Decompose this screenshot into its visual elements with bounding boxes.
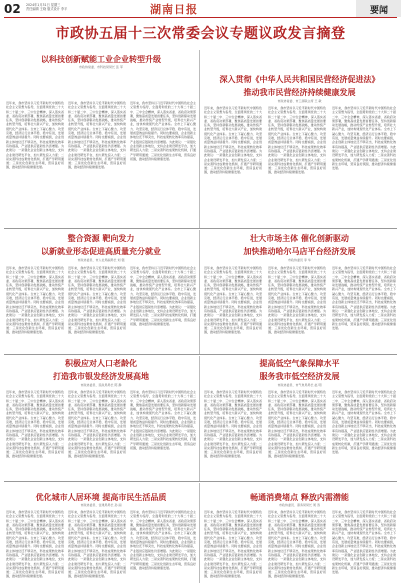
article-body: 近年来，我市坚持以习近平新时代中国特色社会主义思想为指导，全面贯彻党的二十大和二十届二中、三中全会精神，深入落实省委、省政府决策部署，聚焦高质量发展首要任务，坚持创新驱动发展战略，推动传统产业转型升级，培育壮大新兴产业，加快构建现代化产业体系。全市上下凝心聚力、攻坚克难，经济运行总体平稳、稳中有进，发展质量效益持续提升。同时也要看到，企业创新主体地位还不够突出，科技成果转化效率有待提高，产业链供应链韧性仍需增强。为此建议：一是强化企业创新主体地位，支持企业建设研发平台，加大研发投入力度；二是完善科技成果转化机制，打通产学研用通道；三是优化创新生态环境，营造良好氛围，推动经济持续健康发展。 [204,510,262,579]
header-rule [4,17,397,18]
article-body: 近年来，我市坚持以习近平新时代中国特色社会主义思想为指导，全面贯彻党的二十大和二十届二中、三中全会精神，深入落实省委、省政府决策部署，聚焦高质量发展首要任务，坚持创新驱动发展战略，推动传统产业转型升级，培育壮大新兴产业，加快构建现代化产业体系。全市上下凝心聚力、攻坚克难，经济运行总体平稳、稳中有进，发展质量效益持续提升。同时也要看到，企业创新主体地位还不够突出，科技成果转化效率有待提高，产业链供应链韧性仍需增强。为此建议：一是强化企业创新主体地位，支持企业建设研发平台，加大研发投入力度；二是完善科技成果转化机制，打通产学研用通道；三是优化创新生态环境，营造良好氛围，推动经济持续健康发展。 [68,510,126,579]
page-number: 02 [4,2,21,16]
article-body: 近年来，我市坚持以习近平新时代中国特色社会主义思想为指导，全面贯彻党的二十大和二十届二中、三中全会精神，深入落实省委、省政府决策部署，聚焦高质量发展首要任务，坚持创新驱动发展战略，推动传统产业转型升级，培育壮大新兴产业，加快构建现代化产业体系。全市上下凝心聚力、攻坚克难，经济运行总体平稳、稳中有进，发展质量效益持续提升。同时也要看到，企业创新主体地位还不够突出，科技成果转化效率有待提高，产业链供应链韧性仍需增强。为此建议：一是强化企业创新主体地位，支持企业建设研发平台，加大研发投入力度；二是完善科技成果转化机制，打通产学研用通道；三是优化创新生态环境，营造良好氛围，推动经济持续健康发展。 [268,510,326,579]
article-byline: 市政协委员、市人社局副局长 刘 强 [77,258,125,262]
article-body: 近年来，我市坚持以习近平新时代中国特色社会主义思想为指导，全面贯彻党的二十大和二十届二中、三中全会精神，深入落实省委、省政府决策部署，聚焦高质量发展首要任务，坚持创新驱动发展战略，推动传统产业转型升级，培育壮大新兴产业，加快构建现代化产业体系。全市上下凝心聚力、攻坚克难，经济运行总体平稳、稳中有进，发展质量效益持续提升。同时也要看到，企业创新主体地位还不够突出，科技成果转化效率有待提高，产业链供应链韧性仍需增强。为此建议：一是强化企业创新主体地位，支持企业建设研发平台，加大研发投入力度；二是完善科技成果转化机制，打通产学研用通道；三是优化创新生态环境，营造良好氛围，推动经济持续健康发展。 [6,510,64,579]
article-body: 近年来，我市坚持以习近平新时代中国特色社会主义思想为指导，全面贯彻党的二十大和二十届二中、三中全会精神，深入落实省委、省政府决策部署，聚焦高质量发展首要任务，坚持创新驱动发展战略，推动传统产业转型升级，培育壮大新兴产业，加快构建现代化产业体系。全市上下凝心聚力、攻坚克难，经济运行总体平稳、稳中有进，发展质量效益持续提升。同时也要看到，企业创新主体地位还不够突出，科技成果转化效率有待提高，产业链供应链韧性仍需增强。为此建议：一是强化企业创新主体地位，支持企业建设研发平台，加大研发投入力度；二是完善科技成果转化机制，打通产学研用通道；三是优化创新生态环境，营造良好氛围，推动经济持续健康发展。 [68,101,126,170]
page-meta [26,3,96,11]
article-byline: 市政协委员、住建局局长 孙 丽 [80,503,122,507]
article-body: 近年来，我市坚持以习近平新时代中国特色社会主义思想为指导，全面贯彻党的二十大和二十届二中、三中全会精神，深入落实省委、省政府决策部署，聚焦高质量发展首要任务，坚持创新驱动发展战略，推动传统产业转型升级，培育壮大新兴产业，加快构建现代化产业体系。全市上下凝心聚力、攻坚克难，经济运行总体平稳、稳中有进，发展质量效益持续提升。同时也要看到，企业创新主体地位还不够突出，科技成果转化效率有待提高，产业链供应链韧性仍需增强。为此建议：一是强化企业创新主体地位，支持企业建设研发平台，加大研发投入力度；二是完善科技成果转化机制，打通产学研用通道；三是优化创新生态环境，营造良好氛围，推动经济持续健康发展。 [204,106,262,175]
article-title: 深入贯彻《中华人民共和国民营经济促进法》 [219,74,380,84]
section-divider [4,481,397,482]
article-body: 近年来，我市坚持以习近平新时代中国特色社会主义思想为指导，全面贯彻党的二十大和二十届二中、三中全会精神，深入落实省委、省政府决策部署，聚焦高质量发展首要任务，坚持创新驱动发展战略，推动传统产业转型升级，培育壮大新兴产业，加快构建现代化产业体系。全市上下凝心聚力、攻坚克难，经济运行总体平稳、稳中有进，发展质量效益持续提升。同时也要看到，企业创新主体地位还不够突出，科技成果转化效率有待提高，产业链供应链韧性仍需增强。为此建议：一是强化企业创新主体地位，支持企业建设研发平台，加大研发投入力度；二是完善科技成果转化机制，打通产学研用通道；三是优化创新生态环境，营造良好氛围，推动经济持续健康发展。 [6,390,64,459]
article-body: 近年来，我市坚持以习近平新时代中国特色社会主义思想为指导，全面贯彻党的二十大和二十届二中、三中全会精神，深入落实省委、省政府决策部署，聚焦高质量发展首要任务，坚持创新驱动发展战略，推动传统产业转型升级，培育壮大新兴产业，加快构建现代化产业体系。全市上下凝心聚力、攻坚克难，经济运行总体平稳、稳中有进，发展质量效益持续提升。同时也要看到，企业创新主体地位还不够突出，科技成果转化效率有待提高，产业链供应链韧性仍需增强。为此建议：一是强化企业创新主体地位，支持企业建设研发平台，加大研发投入力度；二是完善科技成果转化机制，打通产学研用通道；三是优化创新生态环境，营造良好氛围，推动经济持续健康发展。 [268,390,326,459]
article-body: 近年来，我市坚持以习近平新时代中国特色社会主义思想为指导，全面贯彻党的二十大和二十届二中、三中全会精神，深入落实省委、省政府决策部署，聚焦高质量发展首要任务，坚持创新驱动发展战略，推动传统产业转型升级，培育壮大新兴产业，加快构建现代化产业体系。全市上下凝心聚力、攻坚克难，经济运行总体平稳、稳中有进，发展质量效益持续提升。同时也要看到，企业创新主体地位还不够突出，科技成果转化效率有待提高，产业链供应链韧性仍需增强。为此建议：一是强化企业创新主体地位，支持企业建设研发平台，加大研发投入力度；二是完善科技成果转化机制，打通产学研用通道；三是优化创新生态环境，营造良好氛围，推动经济持续健康发展。 [332,106,396,171]
article-title: 服务我市低空经济发展 [259,371,340,381]
article-body: 近年来，我市坚持以习近平新时代中国特色社会主义思想为指导，全面贯彻党的二十大和二十届二中、三中全会精神，深入落实省委、省政府决策部署，聚焦高质量发展首要任务，坚持创新驱动发展战略，推动传统产业转型升级，培育壮大新兴产业，加快构建现代化产业体系。全市上下凝心聚力、攻坚克难，经济运行总体平稳、稳中有进，发展质量效益持续提升。同时也要看到，企业创新主体地位还不够突出，科技成果转化效率有待提高，产业链供应链韧性仍需增强。为此建议：一是强化企业创新主体地位，支持企业建设研发平台，加大研发投入力度；二是完善科技成果转化机制，打通产学研用通道；三是优化创新生态环境，营造良好氛围，推动经济持续健康发展。 [68,390,126,459]
article-body: 近年来，我市坚持以习近平新时代中国特色社会主义思想为指导，全面贯彻党的二十大和二十届二中、三中全会精神，深入落实省委、省政府决策部署，聚焦高质量发展首要任务，坚持创新驱动发展战略，推动传统产业转型升级，培育壮大新兴产业，加快构建现代化产业体系。全市上下凝心聚力、攻坚克难，经济运行总体平稳、稳中有进，发展质量效益持续提升。同时也要看到，企业创新主体地位还不够突出，科技成果转化效率有待提高，产业链供应链韧性仍需增强。为此建议：一是强化企业创新主体地位，支持企业建设研发平台，加大研发投入力度；二是完善科技成果转化机制，打通产学研用通道；三是优化创新生态环境，营造良好氛围，推动经济持续健康发展。 [68,266,126,335]
article-body: 近年来，我市坚持以习近平新时代中国特色社会主义思想为指导，全面贯彻党的二十大和二十届二中、三中全会精神，深入落实省委、省政府决策部署，聚焦高质量发展首要任务，坚持创新驱动发展战略，推动传统产业转型升级，培育壮大新兴产业，加快构建现代化产业体系。全市上下凝心聚力、攻坚克难，经济运行总体平稳、稳中有进，发展质量效益持续提升。同时也要看到，企业创新主体地位还不够突出，科技成果转化效率有待提高，产业链供应链韧性仍需增强。为此建议：一是强化企业创新主体地位，支持企业建设研发平台，加大研发投入力度；二是完善科技成果转化机制，打通产学研用通道；三是优化创新生态环境，营造良好氛围，推动经济持续健康发展。 [130,510,196,570]
article-body: 近年来，我市坚持以习近平新时代中国特色社会主义思想为指导，全面贯彻党的二十大和二十届二中、三中全会精神，深入落实省委、省政府决策部署，聚焦高质量发展首要任务，坚持创新驱动发展战略，推动传统产业转型升级，培育壮大新兴产业，加快构建现代化产业体系。全市上下凝心聚力、攻坚克难，经济运行总体平稳、稳中有进，发展质量效益持续提升。同时也要看到，企业创新主体地位还不够突出，科技成果转化效率有待提高，产业链供应链韧性仍需增强。为此建议：一是强化企业创新主体地位，支持企业建设研发平台，加大研发投入力度；二是完善科技成果转化机制，打通产学研用通道；三是优化创新生态环境，营造良好氛围，推动经济持续健康发展。 [204,390,262,459]
article-title: 以科技创新赋能工业企业转型升级 [41,54,161,64]
article-byline: 市政协常委、市科技局局长 张 军 [79,65,123,69]
article-body: 近年来，我市坚持以习近平新时代中国特色社会主义思想为指导，全面贯彻党的二十大和二十届二中、三中全会精神，深入落实省委、省政府决策部署，聚焦高质量发展首要任务，坚持创新驱动发展战略，推动传统产业转型升级，培育壮大新兴产业，加快构建现代化产业体系。全市上下凝心聚力、攻坚克难，经济运行总体平稳、稳中有进，发展质量效益持续提升。同时也要看到，企业创新主体地位还不够突出，科技成果转化效率有待提高，产业链供应链韧性仍需增强。为此建议：一是强化企业创新主体地位，支持企业建设研发平台，加大研发投入力度；二是完善科技成果转化机制，打通产学研用通道；三是优化创新生态环境，营造良好氛围，推动经济持续健康发展。 [204,266,262,335]
article-byline: 市政协委员、商务局局长 周 涛 [279,503,320,507]
article-title: 推动我市民营经济持续健康发展 [243,87,356,97]
article-title: 积极应对人口老龄化 [65,358,137,368]
article-title: 壮大市场主体 催化创新驱动 [250,233,349,243]
meta-line: 2024年1月31日 星期三 [26,3,61,7]
section-divider [4,228,397,229]
section-divider [4,354,397,355]
article-body: 近年来，我市坚持以习近平新时代中国特色社会主义思想为指导，全面贯彻党的二十大和二十届二中、三中全会精神，深入落实省委、省政府决策部署，聚焦高质量发展首要任务，坚持创新驱动发展战略，推动传统产业转型升级，培育壮大新兴产业，加快构建现代化产业体系。全市上下凝心聚力、攻坚克难，经济运行总体平稳、稳中有进，发展质量效益持续提升。同时也要看到，企业创新主体地位还不够突出，科技成果转化效率有待提高，产业链供应链韧性仍需增强。为此建议：一是强化企业创新主体地位，支持企业建设研发平台，加大研发投入力度；二是完善科技成果转化机制，打通产学研用通道；三是优化创新生态环境，营造良好氛围，推动经济持续健康发展。 [130,101,196,161]
article-byline: 市政协常委、市工商联主席 王 敏 [277,99,322,103]
meta-line: 责任编辑 王晓 版式设计 李平 [26,7,68,11]
column-divider [199,356,200,481]
article-body: 近年来，我市坚持以习近平新时代中国特色社会主义思想为指导，全面贯彻党的二十大和二十届二中、三中全会精神，深入落实省委、省政府决策部署，聚焦高质量发展首要任务，坚持创新驱动发展战略，推动传统产业转型升级，培育壮大新兴产业，加快构建现代化产业体系。全市上下凝心聚力、攻坚克难，经济运行总体平稳、稳中有进，发展质量效益持续提升。同时也要看到，企业创新主体地位还不够突出，科技成果转化效率有待提高，产业链供应链韧性仍需增强。为此建议：一是强化企业创新主体地位，支持企业建设研发平台，加大研发投入力度；二是完善科技成果转化机制，打通产学研用通道；三是优化创新生态环境，营造良好氛围，推动经济持续健康发展。 [6,101,64,170]
article-byline: 市政协委员 李 华 [288,258,311,262]
article-title: 提高低空气象保障水平 [259,358,340,368]
column-divider [199,483,200,583]
column-divider [199,230,200,354]
column-divider [199,50,200,228]
masthead-title: 市政协五届十三次常委会议专题议政发言摘登 [55,26,346,42]
article-title: 优化城市人居环境 提高市民生活品质 [35,492,167,502]
section-label: 要闻 [370,6,389,16]
article-byline: 市政协委员、市气象局局长 赵 明 [277,383,322,387]
article-body: 近年来，我市坚持以习近平新时代中国特色社会主义思想为指导，全面贯彻党的二十大和二十届二中、三中全会精神，深入落实省委、省政府决策部署，聚焦高质量发展首要任务，坚持创新驱动发展战略，推动传统产业转型升级，培育壮大新兴产业，加快构建现代化产业体系。全市上下凝心聚力、攻坚克难，经济运行总体平稳、稳中有进，发展质量效益持续提升。同时也要看到，企业创新主体地位还不够突出，科技成果转化效率有待提高，产业链供应链韧性仍需增强。为此建议：一是强化企业创新主体地位，支持企业建设研发平台，加大研发投入力度；二是完善科技成果转化机制，打通产学研用通道；三是优化创新生态环境，营造良好氛围，推动经济持续健康发展。 [6,266,64,335]
article-byline: 市政协委员、民政局局长 陈 静 [80,383,122,387]
article-body: 近年来，我市坚持以习近平新时代中国特色社会主义思想为指导，全面贯彻党的二十大和二十届二中、三中全会精神，深入落实省委、省政府决策部署，聚焦高质量发展首要任务，坚持创新驱动发展战略，推动传统产业转型升级，培育壮大新兴产业，加快构建现代化产业体系。全市上下凝心聚力、攻坚克难，经济运行总体平稳、稳中有进，发展质量效益持续提升。同时也要看到，企业创新主体地位还不够突出，科技成果转化效率有待提高，产业链供应链韧性仍需增强。为此建议：一是强化企业创新主体地位，支持企业建设研发平台，加大研发投入力度；二是完善科技成果转化机制，打通产学研用通道；三是优化创新生态环境，营造良好氛围，推动经济持续健康发展。 [130,266,196,326]
article-body: 近年来，我市坚持以习近平新时代中国特色社会主义思想为指导，全面贯彻党的二十大和二十届二中、三中全会精神，深入落实省委、省政府决策部署，聚焦高质量发展首要任务，坚持创新驱动发展战略，推动传统产业转型升级，培育壮大新兴产业，加快构建现代化产业体系。全市上下凝心聚力、攻坚克难，经济运行总体平稳、稳中有进，发展质量效益持续提升。同时也要看到，企业创新主体地位还不够突出，科技成果转化效率有待提高，产业链供应链韧性仍需增强。为此建议：一是强化企业创新主体地位，支持企业建设研发平台，加大研发投入力度；二是完善科技成果转化机制，打通产学研用通道；三是优化创新生态环境，营造良好氛围，推动经济持续健康发展。 [268,266,326,335]
article-body: 近年来，我市坚持以习近平新时代中国特色社会主义思想为指导，全面贯彻党的二十大和二十届二中、三中全会精神，深入落实省委、省政府决策部署，聚焦高质量发展首要任务，坚持创新驱动发展战略，推动传统产业转型升级，培育壮大新兴产业，加快构建现代化产业体系。全市上下凝心聚力、攻坚克难，经济运行总体平稳、稳中有进，发展质量效益持续提升。同时也要看到，企业创新主体地位还不够突出，科技成果转化效率有待提高，产业链供应链韧性仍需增强。为此建议：一是强化企业创新主体地位，支持企业建设研发平台，加大研发投入力度；二是完善科技成果转化机制，打通产学研用通道；三是优化创新生态环境，营造良好氛围，推动经济持续健康发展。 [332,510,396,575]
article-body: 近年来，我市坚持以习近平新时代中国特色社会主义思想为指导，全面贯彻党的二十大和二十届二中、三中全会精神，深入落实省委、省政府决策部署，聚焦高质量发展首要任务，坚持创新驱动发展战略，推动传统产业转型升级，培育壮大新兴产业，加快构建现代化产业体系。全市上下凝心聚力、攻坚克难，经济运行总体平稳、稳中有进，发展质量效益持续提升。同时也要看到，企业创新主体地位还不够突出，科技成果转化效率有待提高，产业链供应链韧性仍需增强。为此建议：一是强化企业创新主体地位，支持企业建设研发平台，加大研发投入力度；二是完善科技成果转化机制，打通产学研用通道；三是优化创新生态环境，营造良好氛围，推动经济持续健康发展。 [332,390,396,455]
article-body: 近年来，我市坚持以习近平新时代中国特色社会主义思想为指导，全面贯彻党的二十大和二十届二中、三中全会精神，深入落实省委、省政府决策部署，聚焦高质量发展首要任务，坚持创新驱动发展战略，推动传统产业转型升级，培育壮大新兴产业，加快构建现代化产业体系。全市上下凝心聚力、攻坚克难，经济运行总体平稳、稳中有进，发展质量效益持续提升。同时也要看到，企业创新主体地位还不够突出，科技成果转化效率有待提高，产业链供应链韧性仍需增强。为此建议：一是强化企业创新主体地位，支持企业建设研发平台，加大研发投入力度；二是完善科技成果转化机制，打通产学研用通道；三是优化创新生态环境，营造良好氛围，推动经济持续健康发展。 [130,390,196,450]
article-body: 近年来，我市坚持以习近平新时代中国特色社会主义思想为指导，全面贯彻党的二十大和二十届二中、三中全会精神，深入落实省委、省政府决策部署，聚焦高质量发展首要任务，坚持创新驱动发展战略，推动传统产业转型升级，培育壮大新兴产业，加快构建现代化产业体系。全市上下凝心聚力、攻坚克难，经济运行总体平稳、稳中有进，发展质量效益持续提升。同时也要看到，企业创新主体地位还不够突出，科技成果转化效率有待提高，产业链供应链韧性仍需增强。为此建议：一是强化企业创新主体地位，支持企业建设研发平台，加大研发投入力度；二是完善科技成果转化机制，打通产学研用通道；三是优化创新生态环境，营造良好氛围，推动经济持续健康发展。 [332,266,396,331]
article-title: 加快推动哈尔马店平台经济发展 [243,246,356,256]
newspaper-logo: 湖南日报 [150,3,198,16]
article-title: 畅通消费堵点 释放内需潜能 [250,492,349,502]
article-body: 近年来，我市坚持以习近平新时代中国特色社会主义思想为指导，全面贯彻党的二十大和二十届二中、三中全会精神，深入落实省委、省政府决策部署，聚焦高质量发展首要任务，坚持创新驱动发展战略，推动传统产业转型升级，培育壮大新兴产业，加快构建现代化产业体系。全市上下凝心聚力、攻坚克难，经济运行总体平稳、稳中有进，发展质量效益持续提升。同时也要看到，企业创新主体地位还不够突出，科技成果转化效率有待提高，产业链供应链韧性仍需增强。为此建议：一是强化企业创新主体地位，支持企业建设研发平台，加大研发投入力度；二是完善科技成果转化机制，打通产学研用通道；三是优化创新生态环境，营造良好氛围，推动经济持续健康发展。 [268,106,326,175]
article-title: 打造我市银发经济发展高地 [53,371,149,381]
article-title: 整合资源 靶向发力 [67,233,135,243]
article-title: 以新就业形态促进高质量充分就业 [41,246,161,256]
